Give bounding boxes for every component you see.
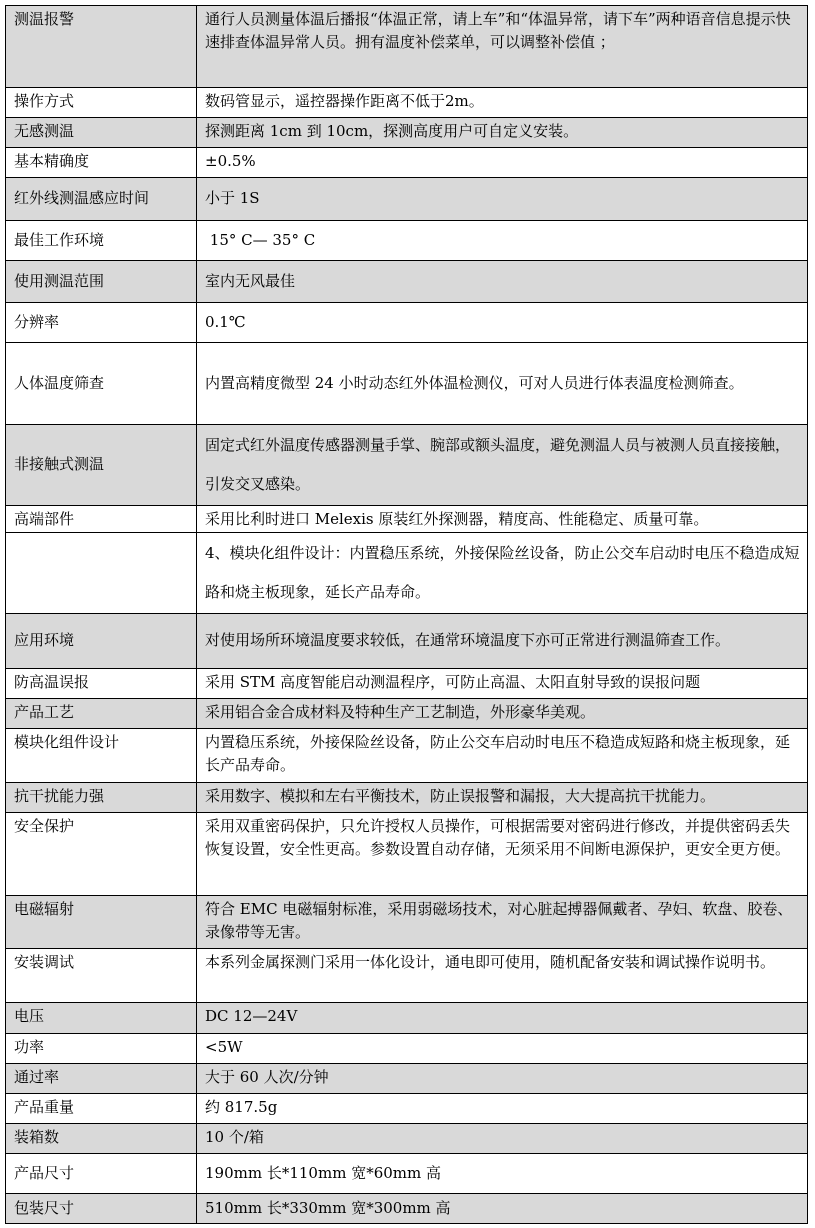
spec-value: 4、模块化组件设计：内置稳压系统，外接保险丝设备，防止公交车启动时电压不稳造成短路和烧主板现象，延长产品寿命。 [197, 533, 808, 614]
spec-label: 电磁辐射 [6, 896, 197, 949]
table-row [6, 1154, 808, 1194]
spec-label: 人体温度筛查 [6, 343, 197, 425]
table-row [6, 118, 808, 148]
spec-value: 探测距离 1cm 到 10cm，探测高度用户可自定义安装。 [197, 118, 808, 148]
spec-label: 使用测温范围 [6, 261, 197, 303]
spec-value: 对使用场所环境温度要求较低，在通常环境温度下亦可正常进行测温筛查工作。 [197, 614, 808, 669]
spec-label [6, 533, 197, 614]
table-row [6, 1194, 808, 1224]
table-row [6, 303, 808, 343]
table-row [6, 813, 808, 896]
table-row [6, 221, 808, 261]
spec-value: <5W [197, 1034, 808, 1064]
spec-value: 室内无风最佳 [197, 261, 808, 303]
spec-label: 防高温误报 [6, 669, 197, 699]
spec-value: 190mm 长*110mm 宽*60mm 高 [197, 1154, 808, 1194]
spec-label: 基本精确度 [6, 148, 197, 178]
table-row [6, 343, 808, 425]
spec-label: 红外线测温感应时间 [6, 178, 197, 221]
spec-value: 固定式红外温度传感器测量手掌、腕部或额头温度，避免测温人员与被测人员直接接触，引发交叉感染。 [197, 425, 808, 506]
table-row [6, 699, 808, 729]
table-row [6, 88, 808, 118]
spec-label: 抗干扰能力强 [6, 783, 197, 813]
spec-value: 大于 60 人次/分钟 [197, 1064, 808, 1094]
spec-value: 本系列金属探测门采用一体化设计，通电即可使用，随机配备安装和调试操作说明书。 [197, 949, 808, 1003]
spec-value: 采用双重密码保护，只允许授权人员操作，可根据需要对密码进行修改，并提供密码丢失恢复设置，安全性更高。参数设置自动存储，无须采用不间断电源保护，更安全更方便。 [197, 813, 808, 896]
table-row [6, 533, 808, 614]
table-row [6, 1003, 808, 1034]
table-row [6, 261, 808, 303]
table-row [6, 614, 808, 669]
table-row [6, 178, 808, 221]
spec-value: 符合 EMC 电磁辐射标准，采用弱磁场技术，对心脏起搏器佩戴者、孕妇、软盘、胶卷、录像带等无害。 [197, 896, 808, 949]
table-row [6, 148, 808, 178]
table-row [6, 783, 808, 813]
spec-label: 测温报警 [6, 6, 197, 88]
spec-value: ±0.5% [197, 148, 808, 178]
table-row [6, 949, 808, 1003]
spec-label: 包装尺寸 [6, 1194, 197, 1224]
spec-label: 功率 [6, 1034, 197, 1064]
table-row [6, 425, 808, 506]
spec-label: 安全保护 [6, 813, 197, 896]
spec-table [5, 5, 808, 1224]
spec-label: 电压 [6, 1003, 197, 1034]
table-row [6, 1064, 808, 1094]
spec-label: 产品工艺 [6, 699, 197, 729]
table-row [6, 1034, 808, 1064]
spec-label: 高端部件 [6, 506, 197, 533]
spec-value: 内置稳压系统，外接保险丝设备，防止公交车启动时电压不稳造成短路和烧主板现象，延长产品寿命。 [197, 729, 808, 783]
spec-label: 最佳工作环境 [6, 221, 197, 261]
table-row [6, 669, 808, 699]
spec-label: 通过率 [6, 1064, 197, 1094]
table-row [6, 1094, 808, 1124]
spec-label: 应用环境 [6, 614, 197, 669]
table-row [6, 506, 808, 533]
spec-value: 内置高精度微型 24 小时动态红外体温检测仪，可对人员进行体表温度检测筛查。 [197, 343, 808, 425]
spec-label: 产品重量 [6, 1094, 197, 1124]
spec-value: 小于 1S [197, 178, 808, 221]
spec-value: DC 12—24V [197, 1003, 808, 1034]
spec-value: 采用 STM 高度智能启动测温程序，可防止高温、太阳直射导致的误报问题 [197, 669, 808, 699]
spec-value: 15° C— 35° C [197, 221, 808, 261]
spec-value: 通行人员测量体温后播报“体温正常，请上车”和“体温异常，请下车”两种语音信息提示快速排查体温异常人员。拥有温度补偿菜单，可以调整补偿值 ； [197, 6, 808, 88]
spec-label: 装箱数 [6, 1124, 197, 1154]
spec-value: 0.1℃ [197, 303, 808, 343]
spec-value: 510mm 长*330mm 宽*300mm 高 [197, 1194, 808, 1224]
table-row [6, 1124, 808, 1154]
spec-label: 操作方式 [6, 88, 197, 118]
table-row [6, 6, 808, 88]
spec-value: 采用比利时进口 Melexis 原装红外探测器，精度高、性能稳定、质量可靠。 [197, 506, 808, 533]
spec-value: 采用铝合金合成材料及特种生产工艺制造，外形豪华美观。 [197, 699, 808, 729]
spec-label: 非接触式测温 [6, 425, 197, 506]
table-row [6, 729, 808, 783]
spec-label: 模块化组件设计 [6, 729, 197, 783]
spec-value: 约 817.5g [197, 1094, 808, 1124]
spec-label: 安装调试 [6, 949, 197, 1003]
table-row [6, 896, 808, 949]
spec-label: 产品尺寸 [6, 1154, 197, 1194]
spec-label: 分辨率 [6, 303, 197, 343]
spec-value: 10 个/箱 [197, 1124, 808, 1154]
spec-value: 采用数字、模拟和左右平衡技术，防止误报警和漏报，大大提高抗干扰能力。 [197, 783, 808, 813]
spec-value: 数码管显示，遥控器操作距离不低于2m。 [197, 88, 808, 118]
spec-label: 无感测温 [6, 118, 197, 148]
